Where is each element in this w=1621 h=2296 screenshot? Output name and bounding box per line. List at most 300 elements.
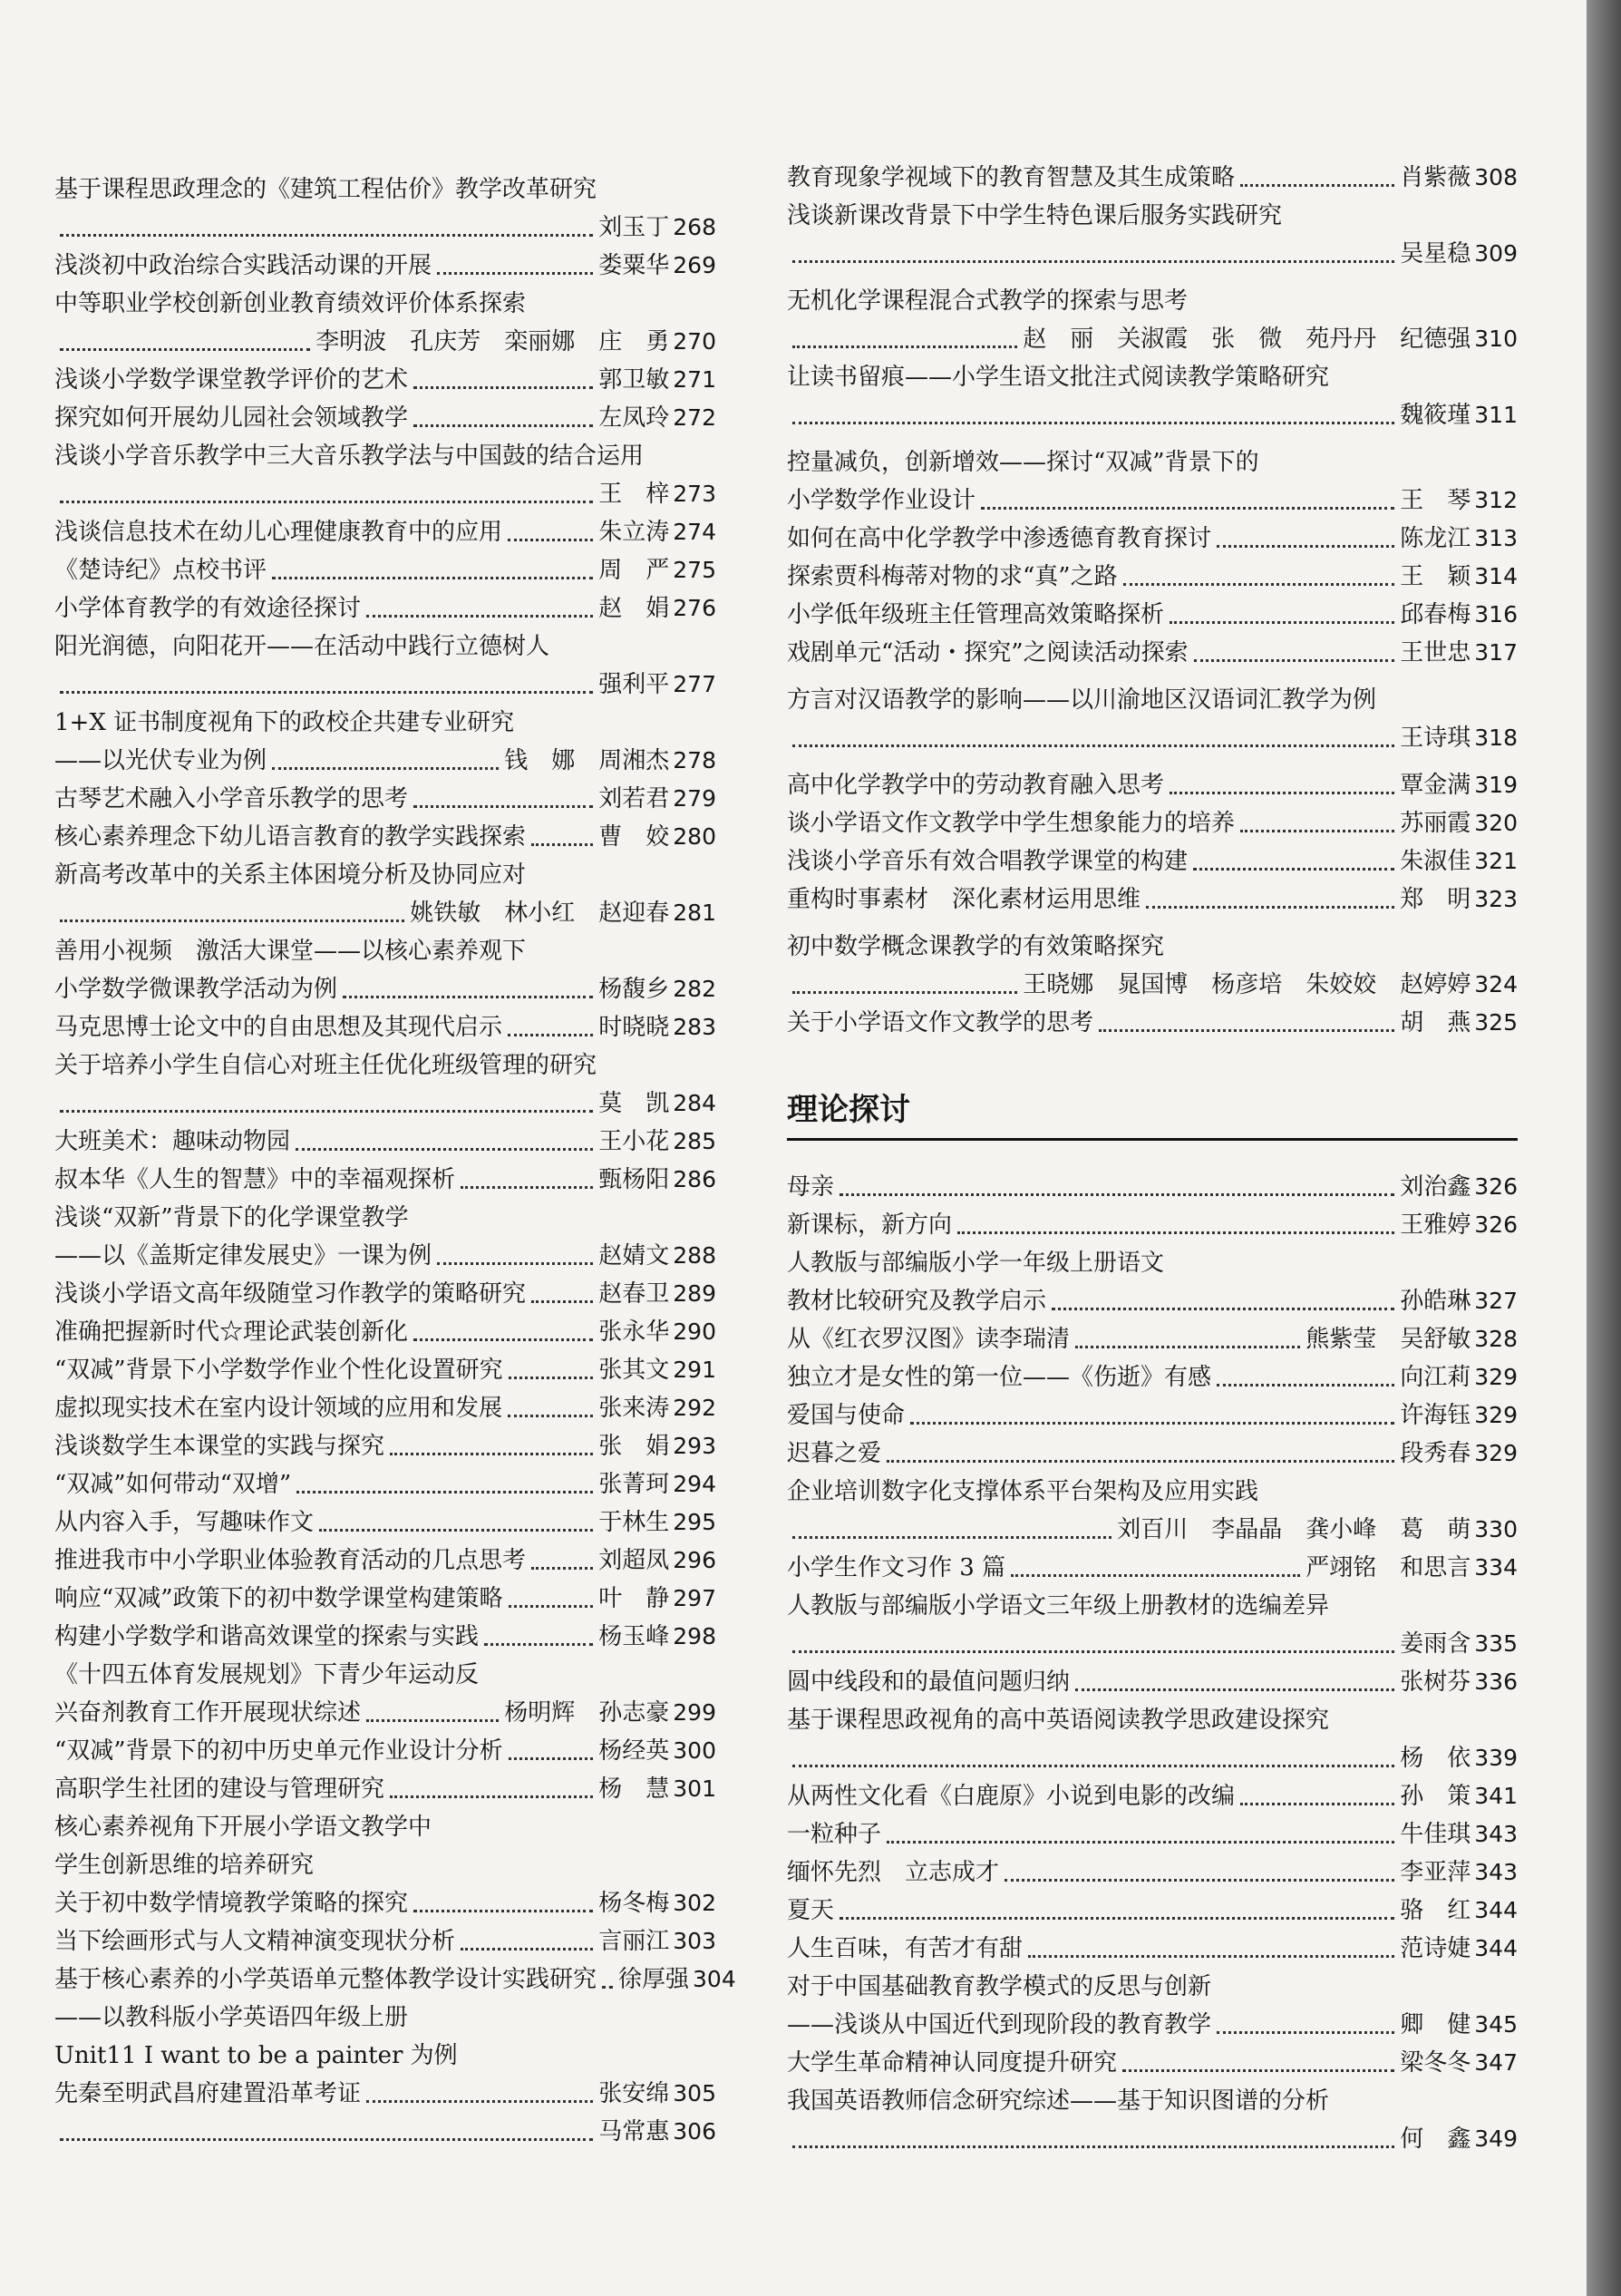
- entry-author: 刘若君: [598, 785, 670, 812]
- entry-author: 赵 丽 关淑霞 张 微 苑丹丹 纪德强: [1023, 326, 1471, 353]
- entry-title: ——浅谈从中国近代到现阶段的教育教学: [787, 2011, 1212, 2038]
- toc-entry: [787, 804, 1518, 842]
- entry-title: 阳光润德，向阳花开——在活动中践行立德树人: [54, 633, 550, 660]
- entry-author: 娄粟华: [598, 252, 670, 279]
- toc-entry: [54, 513, 716, 551]
- toc-entry: [787, 197, 1518, 235]
- entry-author: 杨 依: [1400, 1745, 1471, 1772]
- entry-title: 小学体育教学的有效途径探讨: [54, 595, 362, 622]
- toc-entry: [54, 1161, 716, 1199]
- entry-title: 人教版与部编版小学一年级上册语文: [787, 1250, 1165, 1277]
- entry-author: 苏丽霞: [1400, 810, 1471, 837]
- dot-leader: [840, 1193, 1394, 1196]
- dot-leader: [437, 1262, 593, 1265]
- entry-page: 296: [673, 1547, 716, 1573]
- dot-leader: [1240, 830, 1394, 832]
- toc-entry: [787, 1473, 1518, 1511]
- dot-leader: [1099, 1029, 1394, 1032]
- dot-leader: [413, 424, 593, 427]
- toc-entry: [54, 1046, 716, 1085]
- entry-author: 王 梓: [598, 481, 670, 508]
- entry-author: 范诗婕: [1400, 1935, 1471, 1962]
- entry-title: 核心素养视角下开展小学语文教学中: [54, 1814, 432, 1841]
- entry-author: 段秀春: [1400, 1440, 1471, 1467]
- entry-author: 王晓娜 晁国博 杨彦培 朱姣姣 赵婷婷: [1023, 971, 1471, 998]
- toc-entry: [54, 742, 716, 780]
- entry-title: 重构时事素材 深化素材运用思维: [787, 886, 1141, 913]
- entry-title: 关于初中数学情境教学策略的探究: [54, 1890, 409, 1917]
- dot-leader: [272, 577, 593, 579]
- entry-page: 326: [1474, 1211, 1518, 1238]
- entry-author: 赵婧文: [598, 1242, 670, 1270]
- entry-author: 王 颖: [1400, 563, 1471, 590]
- toc-entry: [54, 894, 716, 932]
- toc-entry: [54, 818, 716, 856]
- entry-author: 王小花: [598, 1128, 670, 1155]
- entry-page: 344: [1474, 1897, 1518, 1923]
- toc-entry: [54, 1427, 716, 1465]
- entry-title: 《十四五体育发展规划》下青少年运动反: [54, 1661, 480, 1688]
- entry-page: 311: [1474, 402, 1518, 428]
- entry-title: 教材比较研究及教学启示: [787, 1288, 1047, 1315]
- dot-leader: [413, 386, 593, 389]
- entry-title: 基于课程思政理念的《建筑工程估价》教学改革研究: [54, 176, 597, 203]
- entry-author: 李明波 孔庆芳 栾丽娜 庄 勇: [315, 328, 670, 355]
- dot-leader: [508, 1415, 593, 1417]
- toc-entry: [787, 966, 1518, 1004]
- toc-entry: [787, 1511, 1518, 1549]
- toc-entry: [787, 880, 1518, 919]
- toc-entry: [787, 596, 1518, 634]
- entry-author: 魏筱瑾: [1400, 402, 1471, 429]
- entry-page: 312: [1474, 487, 1518, 513]
- entry-page: 281: [673, 900, 716, 926]
- toc-entry: [787, 1435, 1518, 1473]
- entry-title: 古琴艺术融入小学音乐教学的思考: [54, 785, 409, 812]
- entry-page: 344: [1474, 1935, 1518, 1961]
- entry-page: 269: [673, 252, 716, 278]
- toc-entry: [787, 1853, 1518, 1892]
- entry-title: 小学数学微课教学活动为例: [54, 976, 338, 1003]
- toc-right-list: [787, 159, 1518, 1042]
- entry-title: 浅谈小学音乐有效合唱教学课堂的构建: [787, 848, 1189, 875]
- entry-page: 271: [673, 366, 716, 393]
- entry-page: 278: [673, 747, 716, 773]
- dot-leader: [792, 744, 1394, 747]
- entry-author: 张永华: [598, 1318, 670, 1346]
- toc-entry: [787, 1968, 1518, 2006]
- entry-page: 275: [673, 557, 716, 583]
- entry-title: 缅怀先烈 立志成才: [787, 1859, 1000, 1886]
- entry-page: 334: [1474, 1554, 1518, 1581]
- toc-entry: [54, 1999, 716, 2037]
- dot-leader: [792, 260, 1394, 263]
- entry-author: 钱 娜 周湘杰: [504, 747, 670, 774]
- page-edge-shadow: [1587, 0, 1621, 2296]
- dot-leader: [60, 2138, 593, 2141]
- dot-leader: [366, 1719, 499, 1722]
- entry-title: 浅谈小学音乐教学中三大音乐教学法与中国鼓的结合运用: [54, 443, 645, 470]
- entry-title: 探究如何开展幼儿园社会领域教学: [54, 404, 409, 432]
- entry-author: 刘超凤: [598, 1547, 670, 1574]
- entry-author: 于林生: [598, 1509, 670, 1536]
- dot-leader: [1005, 1879, 1394, 1882]
- entry-page: 329: [1474, 1364, 1518, 1390]
- entry-page: 300: [673, 1737, 716, 1764]
- entry-title: 浅谈小学数学课堂教学评价的艺术: [54, 366, 409, 394]
- entry-author: 邱春梅: [1400, 601, 1471, 628]
- entry-author: 王诗琪: [1400, 725, 1471, 752]
- dot-leader: [1217, 545, 1394, 548]
- dot-leader: [60, 234, 593, 237]
- toc-entry: [787, 1892, 1518, 1930]
- toc-entry: [787, 1244, 1518, 1282]
- entry-author: 郭卫敏: [598, 366, 670, 394]
- dot-leader: [60, 348, 310, 351]
- toc-entry: [54, 323, 716, 361]
- entry-page: 274: [673, 519, 716, 545]
- entry-title: 如何在高中化学教学中渗透德育教育探讨: [787, 525, 1212, 552]
- entry-author: 王 琴: [1400, 487, 1471, 514]
- toc-entry: [787, 1701, 1518, 1739]
- toc-entry: [787, 320, 1518, 358]
- toc-entry: [54, 1085, 716, 1123]
- dot-leader: [887, 1841, 1394, 1844]
- toc-entry: [787, 443, 1518, 482]
- dot-leader: [508, 539, 593, 541]
- toc-entry: [54, 209, 716, 247]
- dot-leader: [272, 767, 499, 770]
- toc-entry: [787, 1168, 1518, 1206]
- entry-title: 从《红衣罗汉图》读李瑞清: [787, 1326, 1071, 1353]
- entry-author: 杨玉峰: [598, 1623, 670, 1650]
- entry-author: 马常惠: [598, 2118, 670, 2145]
- entry-page: 345: [1474, 2011, 1518, 2038]
- entry-author: 姚铁敏 林小红 赵迎春: [410, 900, 670, 927]
- entry-author: 孙 策: [1400, 1783, 1471, 1810]
- dot-leader: [296, 1148, 593, 1151]
- dot-leader: [461, 1186, 593, 1189]
- entry-author: 叶 静: [598, 1585, 670, 1612]
- entry-title: 关于小学语文作文教学的思考: [787, 1009, 1094, 1036]
- toc-entry: [54, 1351, 716, 1389]
- entry-author: 王雅婷: [1400, 1211, 1471, 1239]
- entry-title: 小学低年级班主任管理高效策略探析: [787, 601, 1165, 628]
- entry-page: 343: [1474, 1859, 1518, 1885]
- entry-page: 272: [673, 404, 716, 431]
- entry-title: “双减”背景下小学数学作业个性化设置研究: [54, 1357, 503, 1384]
- entry-author: 时晓晓: [598, 1014, 670, 1041]
- entry-title: 构建小学数学和谐高效课堂的探索与实践: [54, 1623, 480, 1650]
- toc-entry: [54, 551, 716, 589]
- entry-title: 大班美术：趣味动物园: [54, 1128, 291, 1155]
- entry-page: 283: [673, 1014, 716, 1040]
- entry-title: ——以《盖斯定律发展史》一课为例: [54, 1242, 432, 1270]
- dot-leader: [1193, 868, 1394, 871]
- entry-title: 浅谈信息技术在幼儿心理健康教育中的应用: [54, 519, 503, 546]
- toc-entry: [54, 1618, 716, 1656]
- toc-entry: [54, 1313, 716, 1351]
- entry-page: 293: [673, 1433, 716, 1459]
- entry-author: 郑 明: [1400, 886, 1471, 913]
- toc-entry: [787, 2082, 1518, 2120]
- entry-page: 299: [673, 1699, 716, 1726]
- entry-author: 许海钰: [1400, 1402, 1471, 1429]
- dot-leader: [1052, 1308, 1394, 1310]
- toc-entry: [787, 1777, 1518, 1815]
- dot-leader: [508, 1034, 593, 1036]
- entry-title: 虚拟现实技术在室内设计领域的应用和发展: [54, 1395, 503, 1422]
- toc-entry: [787, 1004, 1518, 1042]
- entry-title: 响应“双减”政策下的初中数学课堂构建策略: [54, 1585, 503, 1612]
- dot-leader: [1194, 659, 1395, 662]
- entry-page: 324: [1474, 971, 1518, 997]
- dot-leader: [792, 991, 1017, 994]
- entry-title: 浅谈“双新”背景下的化学课堂教学: [54, 1204, 409, 1231]
- entry-title: “双减”背景下的初中历史单元作业设计分析: [54, 1737, 503, 1765]
- entry-author: 左凤玲: [598, 404, 670, 432]
- dot-leader: [1217, 1384, 1394, 1386]
- entry-page: 326: [1474, 1173, 1518, 1200]
- toc-entry: [54, 1846, 716, 1884]
- entry-title: 基于课程思政视角的高中英语阅读教学思政建设探究: [787, 1707, 1330, 1734]
- toc-entry: [54, 1389, 716, 1427]
- toc-entry: [787, 1549, 1518, 1587]
- entry-title: 善用小视频 激活大课堂——以核心素养观下: [54, 938, 527, 965]
- entry-author: 姜雨含: [1400, 1630, 1471, 1658]
- entry-author: 杨冬梅: [598, 1890, 670, 1917]
- entry-page: 298: [673, 1623, 716, 1649]
- entry-title: 戏剧单元“活动・探究”之阅读活动探索: [787, 639, 1189, 666]
- dot-leader: [792, 422, 1394, 424]
- entry-page: 319: [1474, 772, 1518, 798]
- entry-title: Unit11 I want to be a painter 为例: [54, 2042, 458, 2069]
- toc-entry: [54, 1503, 716, 1542]
- dot-leader: [390, 1453, 593, 1455]
- entry-title: 关于培养小学生自信心对班主任优化班级管理的研究: [54, 1052, 597, 1079]
- toc-entry: [54, 628, 716, 666]
- dot-leader: [60, 1110, 593, 1113]
- entry-page: 295: [673, 1509, 716, 1535]
- entry-title: 浅淡初中政治综合实践活动课的开展: [54, 252, 432, 279]
- dot-leader: [390, 1795, 593, 1798]
- dot-leader: [1146, 906, 1394, 909]
- toc-entry: [787, 681, 1518, 719]
- entry-page: 303: [673, 1928, 716, 1954]
- entry-page: 317: [1474, 639, 1518, 666]
- entry-title: “双减”如何带动“双增”: [54, 1471, 292, 1498]
- entry-title: 新课标，新方向: [787, 1211, 953, 1239]
- entry-page: 291: [673, 1357, 716, 1383]
- toc-entry: [787, 1663, 1518, 1701]
- entry-title: 浅谈数学生本课堂的实践与探究: [54, 1433, 385, 1460]
- entry-author: 梁冬冬: [1400, 2049, 1471, 2077]
- entry-title: 企业培训数字化支撑体系平台架构及应用实践: [787, 1478, 1259, 1505]
- toc-entry: [54, 932, 716, 970]
- toc-entry: [54, 1580, 716, 1618]
- toc-entry: [54, 285, 716, 323]
- toc-entry: [787, 235, 1518, 273]
- dot-leader: [910, 1422, 1394, 1425]
- toc-entry: [54, 1694, 716, 1732]
- toc-entry: [787, 2044, 1518, 2082]
- entry-author: 朱立涛: [598, 519, 670, 546]
- toc-entry: [787, 1358, 1518, 1396]
- dot-leader: [509, 1605, 594, 1608]
- entry-page: 343: [1474, 1821, 1518, 1847]
- entry-title: 探索贾科梅蒂对物的求“真”之路: [787, 563, 1118, 590]
- entry-page: 273: [673, 481, 716, 507]
- entry-author: 刘治鑫: [1400, 1173, 1471, 1201]
- toc-entry: [54, 704, 716, 742]
- dot-leader: [1011, 1574, 1300, 1577]
- entry-page: 285: [673, 1128, 716, 1154]
- dot-leader: [484, 1643, 593, 1646]
- toc-entry: [54, 1237, 716, 1275]
- toc-entry: [787, 842, 1518, 880]
- entry-title: 中等职业学校创新创业教育绩效评价体系探索: [54, 290, 527, 317]
- entry-author: 张来涛: [598, 1395, 670, 1422]
- entry-author: 何 鑫: [1400, 2126, 1471, 2153]
- toc-entry: [54, 2113, 716, 2151]
- entry-page: 347: [1474, 2049, 1518, 2076]
- toc-entry: [787, 1320, 1518, 1358]
- dot-leader: [1240, 1803, 1394, 1805]
- entry-title: 核心素养理念下幼儿语言教育的教学实践探索: [54, 823, 527, 851]
- toc-entry: [54, 970, 716, 1008]
- entry-title: 《楚诗纪》点校书评: [54, 557, 267, 584]
- toc-entry: [54, 1808, 716, 1846]
- entry-author: 张其文: [598, 1357, 670, 1384]
- entry-page: 270: [673, 328, 716, 355]
- entry-title: 爱国与使命: [787, 1402, 906, 1429]
- entry-page: 310: [1474, 326, 1518, 352]
- toc-entry: [54, 666, 716, 704]
- dot-leader: [319, 1529, 593, 1532]
- entry-page: 327: [1474, 1288, 1518, 1314]
- entry-author: 张树芬: [1400, 1668, 1471, 1696]
- toc-entry: [54, 1275, 716, 1313]
- toc-entry: [787, 928, 1518, 966]
- toc-entry: [54, 1922, 716, 1960]
- entry-author: 杨经英: [598, 1737, 670, 1765]
- dot-leader: [957, 1231, 1394, 1234]
- dot-leader: [60, 691, 593, 694]
- entry-title: 学生创新思维的培养研究: [54, 1852, 315, 1879]
- toc-entry: [54, 1656, 716, 1694]
- dot-leader: [343, 996, 593, 998]
- dot-leader: [792, 1650, 1394, 1653]
- entry-page: 286: [673, 1166, 716, 1192]
- entry-page: 321: [1474, 848, 1518, 874]
- entry-author: 强利平: [598, 671, 670, 698]
- entry-title: 兴奋剂教育工作开展现状综述: [54, 1699, 362, 1727]
- entry-title: 我国英语教师信念研究综述——基于知识图谱的分析: [787, 2087, 1330, 2115]
- entry-title: 大学生革命精神认同度提升研究: [787, 2049, 1118, 2077]
- dot-leader: [1170, 621, 1394, 624]
- entry-page: 328: [1474, 1326, 1518, 1352]
- dot-leader: [1122, 2069, 1394, 2072]
- entry-title: 谈小学语文作文教学中学生想象能力的培养: [787, 810, 1236, 837]
- dot-leader: [602, 1986, 613, 1989]
- dot-leader: [366, 2100, 593, 2103]
- entry-page: 320: [1474, 810, 1518, 836]
- entry-page: 336: [1474, 1668, 1518, 1695]
- dot-leader: [413, 1910, 593, 1912]
- toc-entry: [54, 780, 716, 818]
- entry-page: 318: [1474, 725, 1518, 751]
- entry-page: 316: [1474, 601, 1518, 628]
- entry-page: 314: [1474, 563, 1518, 589]
- entry-author: 张 娟: [598, 1433, 670, 1460]
- entry-author: 骆 红: [1400, 1897, 1471, 1924]
- entry-page: 325: [1474, 1009, 1518, 1036]
- dot-leader: [792, 1765, 1394, 1767]
- entry-author: 徐厚强: [618, 1966, 690, 1993]
- entry-title: 方言对汉语教学的影响——以川渝地区汉语词汇教学为例: [787, 686, 1377, 714]
- entry-page: 339: [1474, 1745, 1518, 1771]
- entry-page: 349: [1474, 2126, 1518, 2152]
- toc-entry: [54, 1008, 716, 1046]
- entry-author: 周 严: [598, 557, 670, 584]
- entry-title: 浅谈小学语文高年级随堂习作教学的策略研究: [54, 1280, 527, 1308]
- entry-page: 284: [673, 1090, 716, 1116]
- entry-title: 圆中线段和的最值问题归纳: [787, 1668, 1071, 1696]
- entry-title: 马克思博士论文中的自由思想及其现代启示: [54, 1014, 503, 1041]
- entry-title: ——以教科版小学英语四年级上册: [54, 2004, 409, 2031]
- entry-title: 从内容入手，写趣味作文: [54, 1509, 315, 1536]
- toc-entry: [54, 856, 716, 894]
- entry-title: 先秦至明武昌府建置沿革考证: [54, 2080, 362, 2107]
- entry-author: 言丽江: [598, 1928, 670, 1955]
- entry-page: 288: [673, 1242, 716, 1269]
- entry-page: 277: [673, 671, 716, 697]
- dot-leader: [1170, 792, 1394, 794]
- entry-page: 341: [1474, 1783, 1518, 1809]
- entry-title: 独立才是女性的第一位——《伤逝》有感: [787, 1364, 1212, 1391]
- entry-page: 329: [1474, 1440, 1518, 1466]
- entry-title: 小学生作文习作 3 篇: [787, 1554, 1006, 1581]
- toc-entry: [787, 482, 1518, 520]
- dot-leader: [792, 1536, 1111, 1539]
- dot-leader: [60, 501, 593, 503]
- entry-page: 276: [673, 595, 716, 621]
- toc-entry: [54, 2037, 716, 2075]
- entry-title: 小学数学作业设计: [787, 487, 976, 514]
- entry-page: 279: [673, 785, 716, 812]
- toc-entry: [54, 1770, 716, 1808]
- entry-page: 306: [673, 2118, 716, 2145]
- entry-title: 夏天: [787, 1897, 835, 1924]
- dot-leader: [60, 919, 404, 922]
- dot-leader: [437, 272, 593, 275]
- toc-entry: [787, 159, 1518, 197]
- entry-author: 严翊铭 和思言: [1306, 1554, 1471, 1581]
- section-heading: 理论探讨: [787, 1087, 1518, 1141]
- entry-title: 人生百味，有苦才有甜: [787, 1935, 1024, 1962]
- entry-author: 向江莉: [1400, 1364, 1471, 1391]
- entry-author: 陈龙江: [1400, 525, 1471, 552]
- entry-title: 高职学生社团的建设与管理研究: [54, 1776, 385, 1803]
- toc-entry: [54, 361, 716, 399]
- toc-entry: [787, 719, 1518, 757]
- entry-author: 卿 健: [1400, 2011, 1471, 2038]
- dot-leader: [509, 1757, 594, 1760]
- entry-page: 290: [673, 1318, 716, 1345]
- dot-leader: [1217, 2031, 1394, 2034]
- entry-page: 305: [673, 2080, 716, 2106]
- toc-entry: [787, 1930, 1518, 1968]
